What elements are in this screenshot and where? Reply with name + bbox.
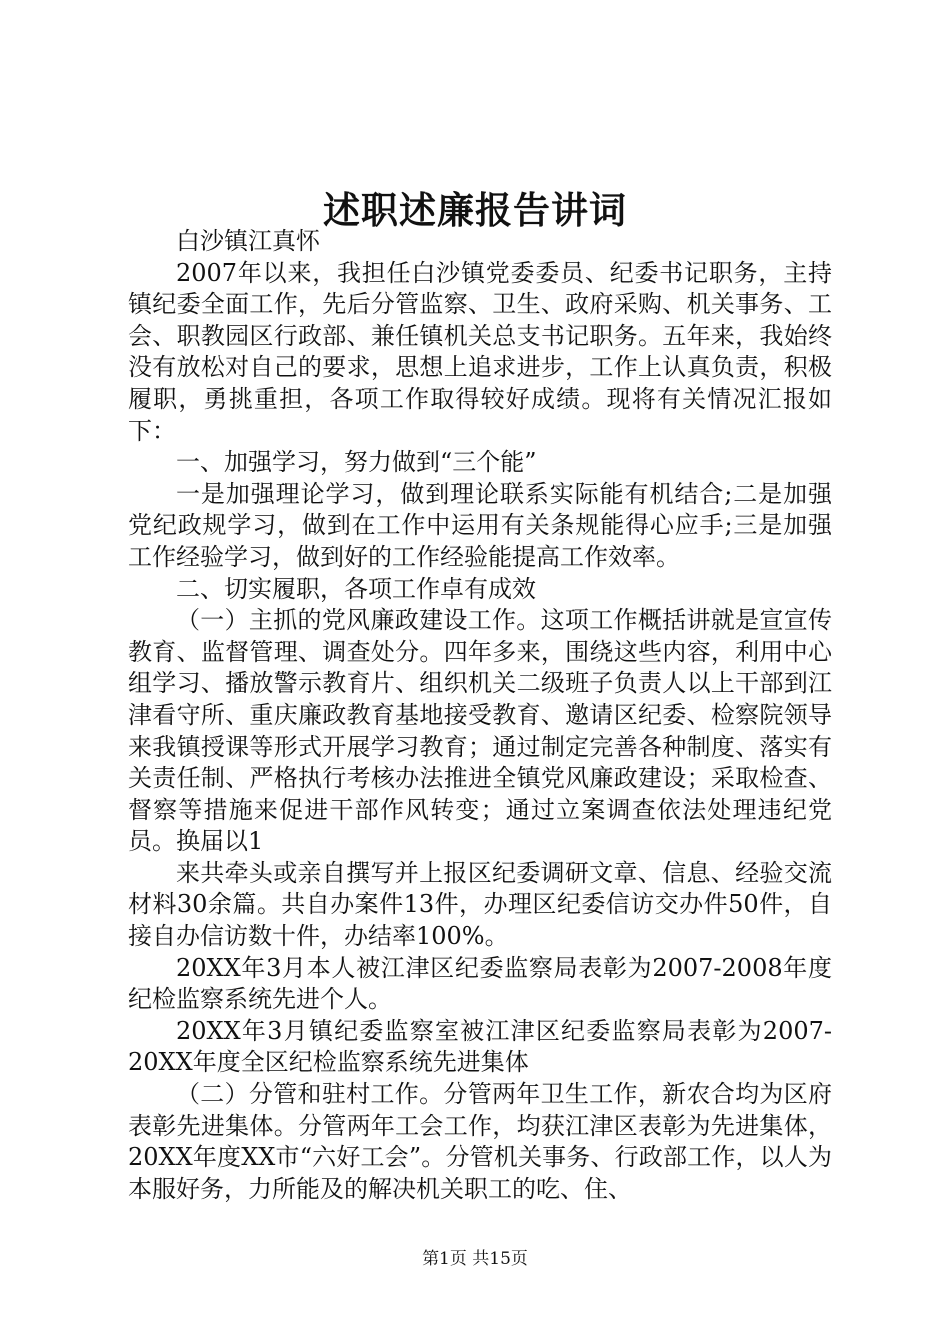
- paragraph-reports: 来共牵头或亲自撰写并上报区纪委调研文章、信息、经验交流材料30余篇。共自办案件13件，办理区纪委信访交办件50件，自接自办信访数十件，办结率100%。: [128, 858, 832, 951]
- document-title: 述职述廉报告讲词: [323, 188, 627, 232]
- paragraph-intro: 2007年以来，我担任白沙镇党委委员、纪委书记职务，主持镇纪委全面工作，先后分管监察、卫生、政府采购、机关事务、工会、职教园区行政部、兼任镇机关总支书记职务。五年来，我始终没有放松对自己的要求，思想上追求进步，工作上认真负责，积极履职，勇挑重担，各项工作取得较好成绩。现将有关情况汇报如下：: [128, 258, 832, 445]
- author-line: 白沙镇江真怀: [176, 227, 320, 255]
- paragraph-management: （二）分管和驻村工作。分管两年卫生工作，新农合均为区府表彰先进集体。分管两年工会工作，均获江津区表彰为先进集体，20XX年度XX市“六好工会”。分管机关事务、行政部工作，以人为本服好务，力所能及的解决机关职工的吃、住、: [128, 1080, 832, 1203]
- paragraph-study: 一是加强理论学习，做到理论联系实际能有机结合;二是加强党纪政规学习，做到在工作中运用有关条规能得心应手;三是加强工作经验学习，做到好的工作经验能提高工作效率。: [128, 479, 832, 571]
- paragraph-award-collective: 20XX年3月镇纪委监察室被江津区纪委监察局表彰为2007-20XX年度全区纪检监察系统先进集体: [128, 1016, 832, 1077]
- paragraph-award-personal: 20XX年3月本人被江津区纪委监察局表彰为2007-2008年度纪检监察系统先进个人。: [128, 953, 832, 1014]
- page-number-footer: 第1页 共15页: [422, 1249, 528, 1269]
- paragraph-party-conduct: （一）主抓的党风廉政建设工作。这项工作概括讲就是宣宣传教育、监督管理、调查处分。四年多来，围绕这些内容，利用中心组学习、播放警示教育片、组织机关二级班子负责人以上干部到江津看守所、重庆廉政教育基地接受教育、邀请区纪委、检察院领导来我镇授课等形式开展学习教育；通过制定完善各种制度、落实有关责任制、严格执行考核办法推进全镇党风廉政建设；采取检查、督察等措施来促进干部作风转变；通过立案调查依法处理违纪党员。换届以1: [128, 606, 832, 856]
- heading-section-1: 一、加强学习，努力做到“三个能”: [176, 448, 537, 477]
- document-body: [128, 226, 832, 1205]
- heading-section-2: 二、切实履职，各项工作卓有成效: [176, 574, 536, 603]
